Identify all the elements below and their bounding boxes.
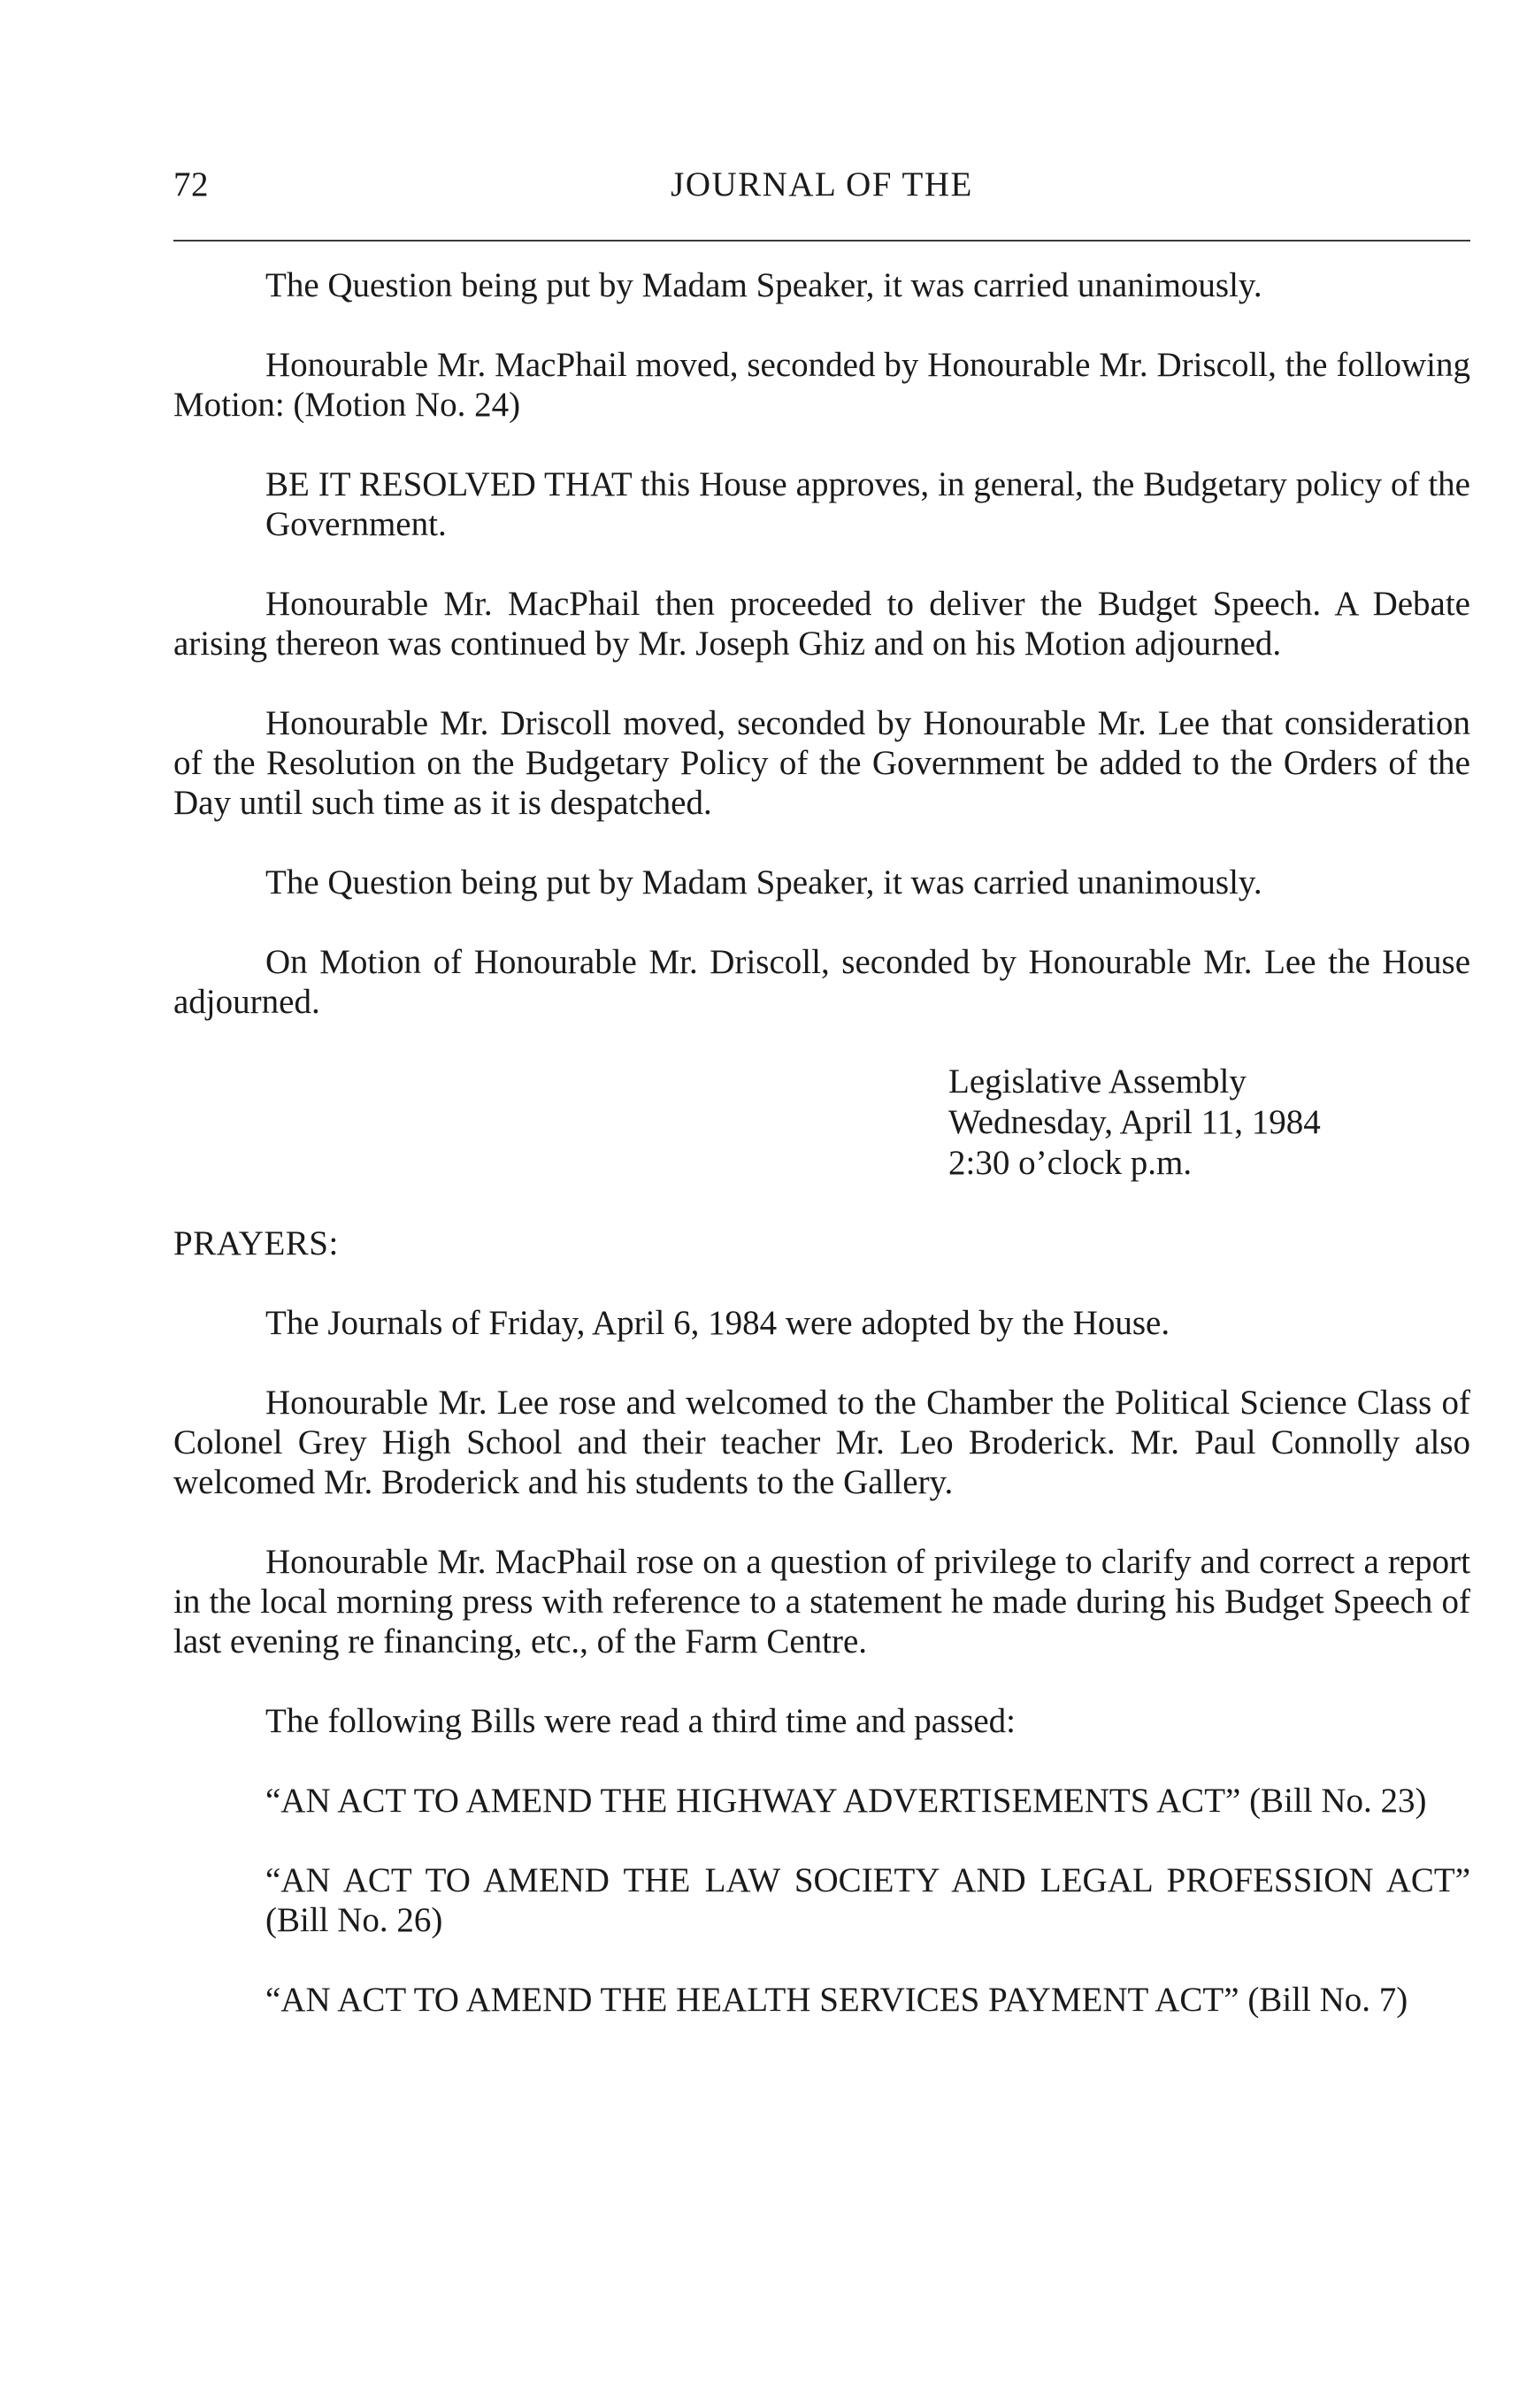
resolution-text: BE IT RESOLVED THAT this House approves, in general, the Budgetary policy of the Government.: [265, 465, 1470, 543]
paragraph-question-carried-2: The Question being put by Madam Speaker, it was carried unanimously.: [265, 863, 1262, 901]
bill-item: “AN ACT TO AMEND THE HEALTH SERVICES PAYMENT ACT” (Bill No. 7): [265, 1981, 1408, 2019]
page-header: [173, 156, 1470, 209]
bill-item: “AN ACT TO AMEND THE LAW SOCIETY AND LEGAL PROFESSION ACT” (Bill No. 26): [265, 1861, 1470, 1939]
paragraph-welcome: Honourable Mr. Lee rose and welcomed to the Chamber the Political Science Class of Colonel Grey High School and their teacher Mr. Leo Broderick. Mr. Paul Connolly also welcomed Mr. Broderick and his students to the Gallery.: [173, 1384, 1470, 1501]
running-head: JOURNAL OF THE: [671, 165, 973, 203]
paragraph-journals-adopted: The Journals of Friday, April 6, 1984 were adopted by the House.: [265, 1304, 1170, 1342]
paragraph-bills-passed: The following Bills were read a third time and passed:: [265, 1702, 1017, 1740]
header-rule: [173, 240, 1470, 242]
prayers-heading: PRAYERS:: [173, 1224, 339, 1262]
dateline-time: 2:30 o’clock p.m.: [948, 1144, 1193, 1182]
journal-body: [173, 265, 1470, 2020]
session-dateline: [173, 1062, 1470, 1184]
paragraph-privilege: Honourable Mr. MacPhail rose on a question of privilege to clarify and correct a report in the local morning press with reference to a statement he made during his Budget Speech of last evening re financing, etc., of the Farm Centre.: [173, 1543, 1470, 1660]
page-number: 72: [173, 165, 209, 203]
bill-item: “AN ACT TO AMEND THE HIGHWAY ADVERTISEMENTS ACT” (Bill No. 23): [265, 1782, 1427, 1820]
dateline-date: Wednesday, April 11, 1984: [948, 1103, 1321, 1141]
paragraph-budget-speech: Honourable Mr. MacPhail then proceeded to deliver the Budget Speech. A Debate arising thereon was continued by Mr. Joseph Ghiz and on his Motion adjourned.: [173, 585, 1470, 663]
paragraph-motion-moved: Honourable Mr. MacPhail moved, seconded by Honourable Mr. Driscoll, the following Motion: (Motion No. 24): [173, 346, 1470, 424]
paragraph-question-carried: The Question being put by Madam Speaker, it was carried unanimously.: [265, 266, 1262, 304]
paragraph-house-adjourned: On Motion of Honourable Mr. Driscoll, seconded by Honourable Mr. Lee the House adjourned.: [173, 943, 1470, 1021]
paragraph-orders-of-day: Honourable Mr. Driscoll moved, seconded by Honourable Mr. Lee that consideration of the Resolution on the Budgetary Policy of the Government be added to the Orders of the Day until such time as it is despatched.: [173, 704, 1470, 822]
dateline-assembly: Legislative Assembly: [948, 1062, 1247, 1100]
